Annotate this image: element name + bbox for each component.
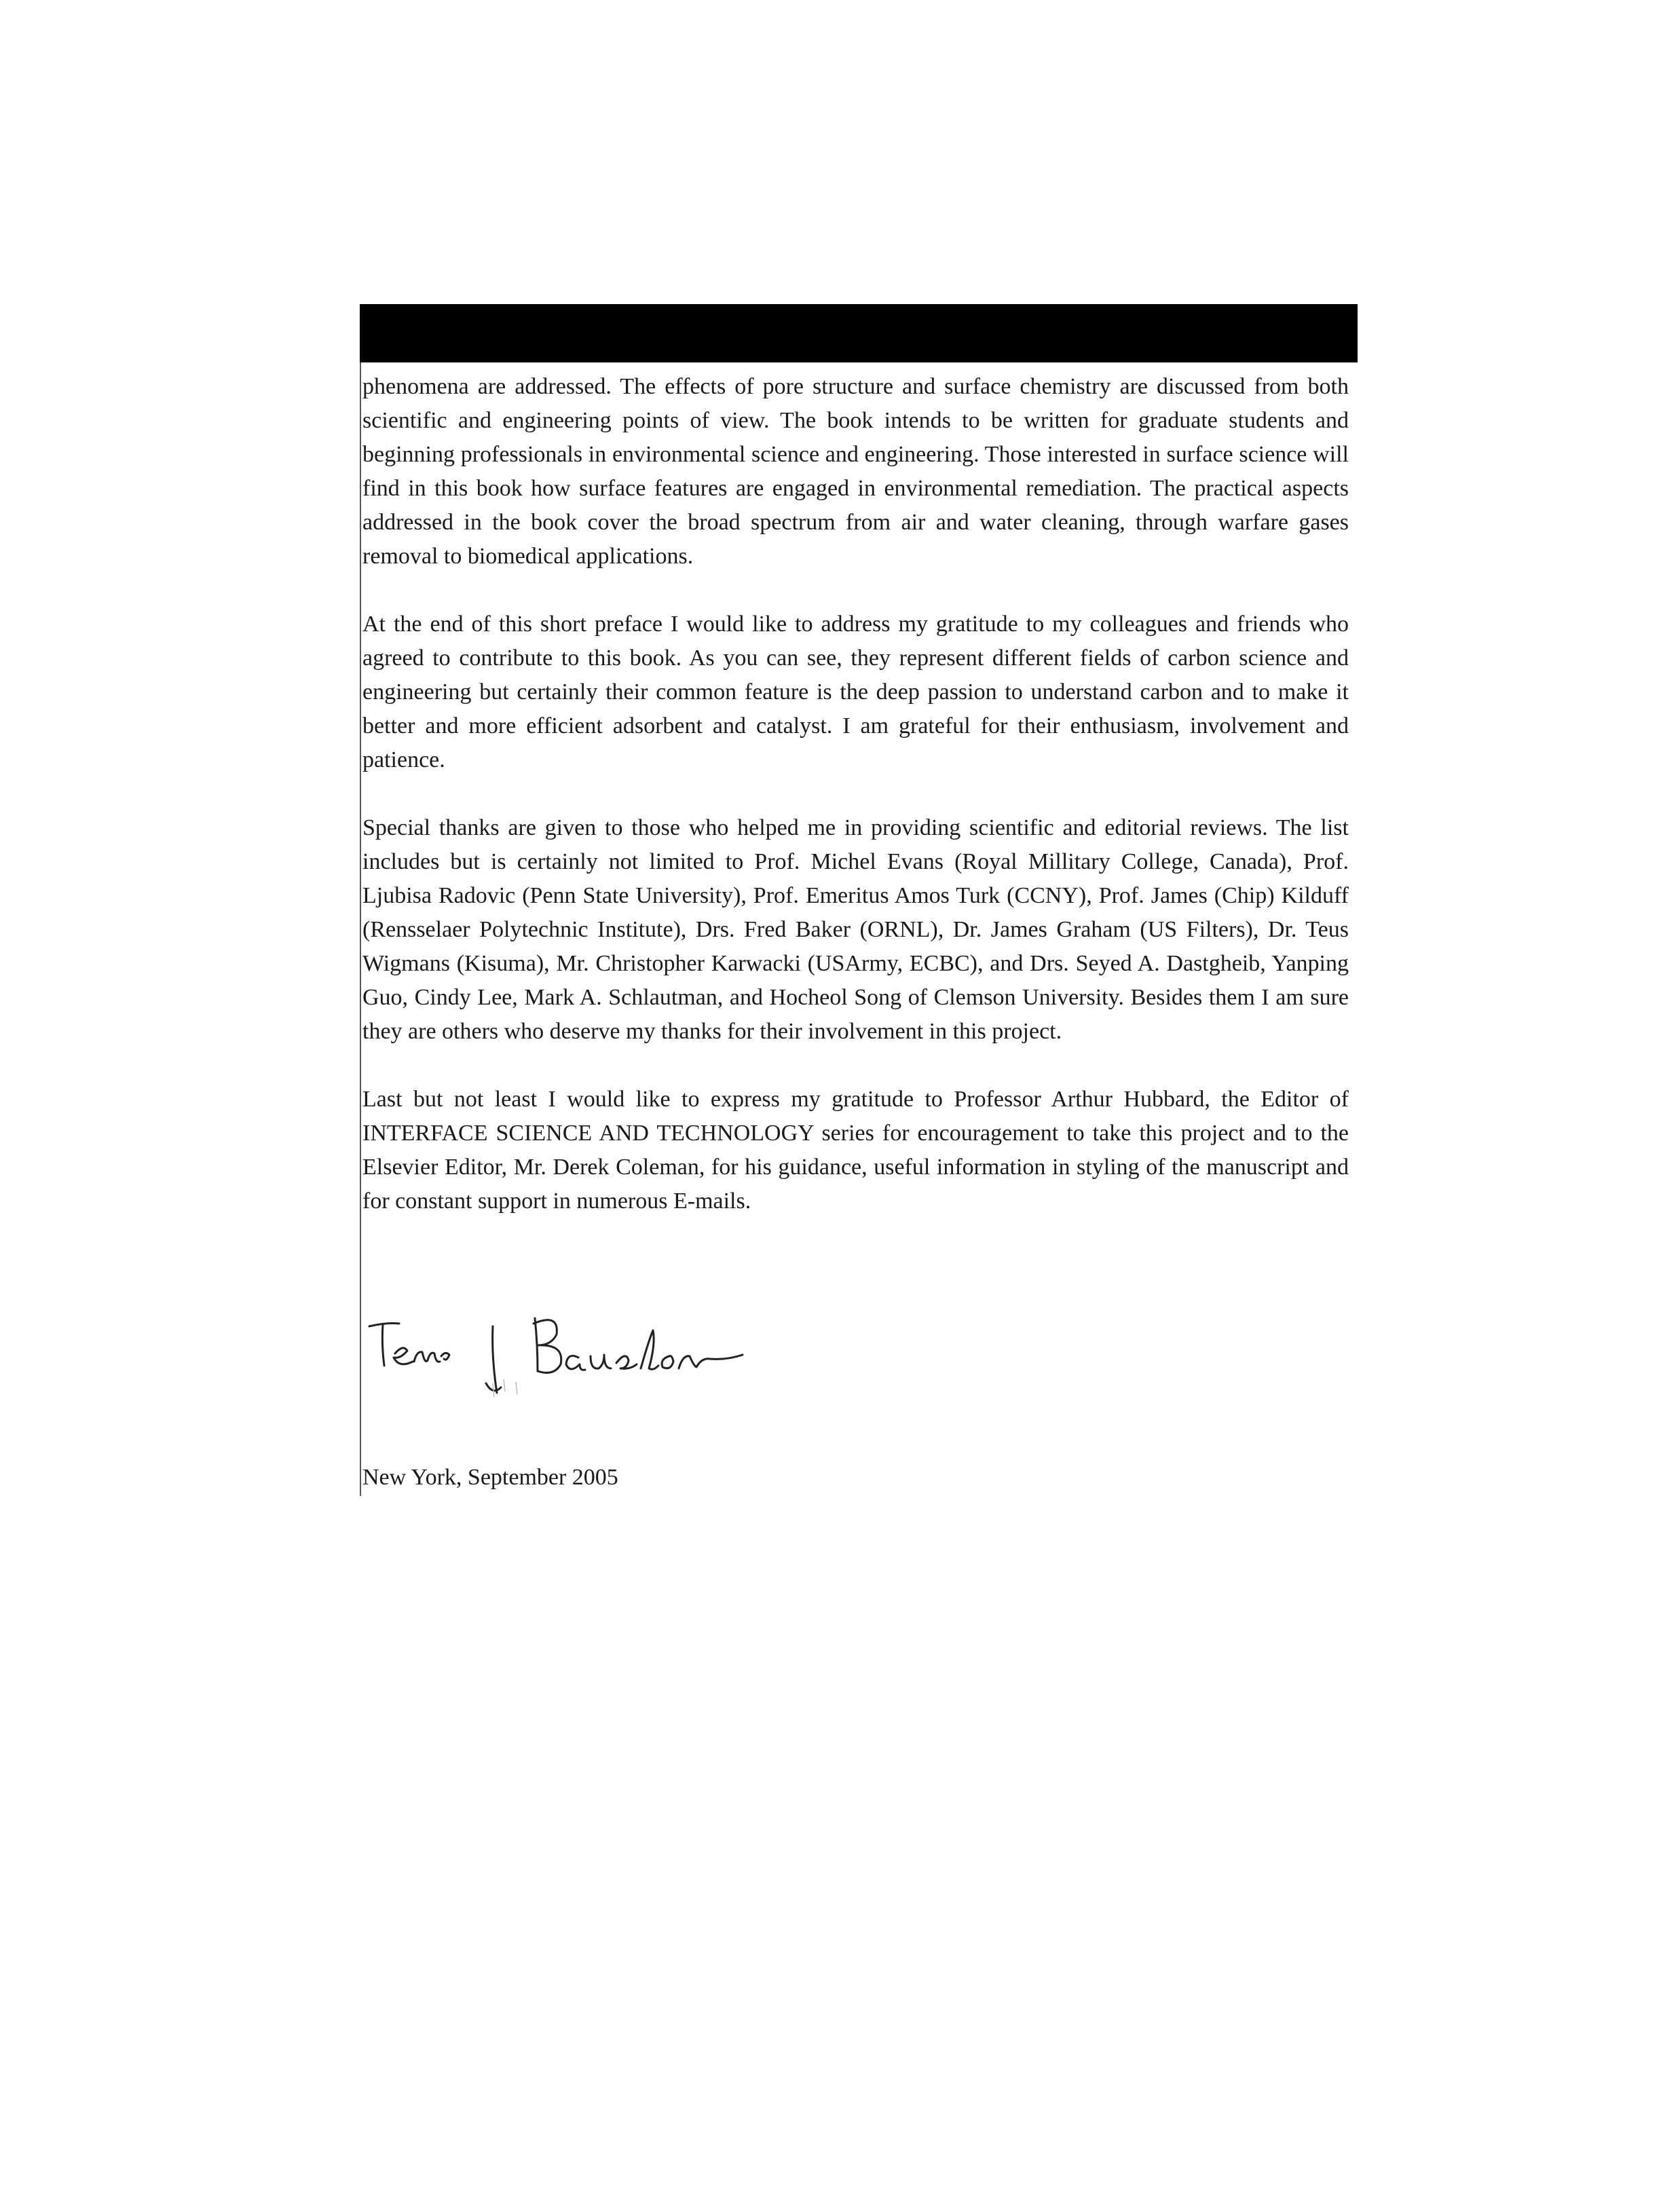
header-bar (360, 304, 1358, 362)
paragraph-1: phenomena are addressed. The effects of pore structure and surface chemistry are discussed from both scientific and engineering points of view. The book intends to be written for graduate students and beginning professionals in environmental science and engineering. Those interested in surface science will find in this book how surface features are engaged in environmental remediation. The practical aspects addressed in the book cover the broad spectrum from air and water cleaning, through warfare gases removal to biomedical applications. (362, 374, 1349, 569)
paragraph-3: Special thanks are given to those who helped me in providing scientific and editorial reviews. The list includes but is certainly not limited to Prof. Michel Evans (Royal Millitary College, Canada), Prof. Ljubisa Radovic (Penn State University), Prof. Emeritus Amos Turk (CCNY), Prof. James (Chip) Kilduff (Rensselaer Polytechnic Institute), Drs. Fred Baker (ORNL), Dr. James Graham (US Filters), Dr. Teus Wigmans (Kisuma), Mr. Christopher Karwacki (USArmy, ECBC), and Drs. Seyed A. Dastgheib, Yanping Guo, Cindy Lee, Mark A. Schlautman, and Hocheol Song of Clemson University. Besides them I am sure they are others who deserve my thanks for their involvement in this project. (362, 815, 1349, 1044)
place-date: New York, September 2005 (362, 1465, 618, 1490)
preface-body (362, 370, 1349, 1252)
handwritten-signature (360, 1303, 781, 1398)
paragraph-2: At the end of this short preface I would like to address my gratitude to my colleagues and friends who agreed to contribute to this book. As you can see, they represent different fields of carbon science and engineering but certainly their common feature is the deep passion to understand carbon and to make it better and more efficient adsorbent and catalyst. I am grateful for their enthusiasm, involvement and patience. (362, 612, 1349, 772)
paragraph-4: Last but not least I would like to express my gratitude to Professor Arthur Hubbard, the Editor of INTERFACE SCIENCE AND TECHNOLOGY series for encouragement to take this project and to the Elsevier Editor, Mr. Derek Coleman, for his guidance, useful information in styling of the manuscript and for constant support in numerous E-mails. (362, 1087, 1349, 1214)
